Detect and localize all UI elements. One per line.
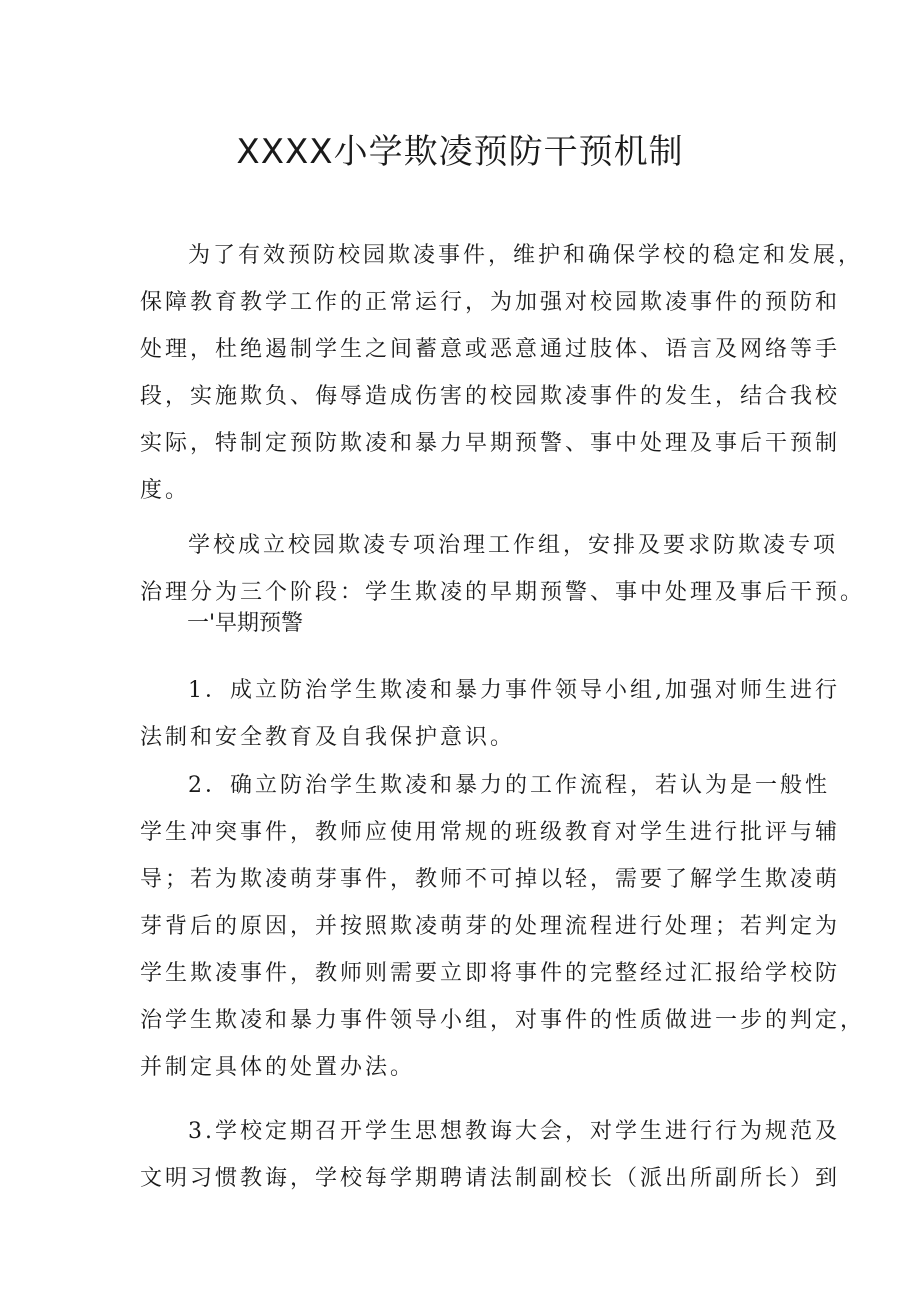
text-line: 学生欺凌事件，教师则需要立即将事件的完整经过汇报给学校防	[140, 961, 841, 986]
intro-paragraph	[140, 232, 864, 514]
document-title: XXXX小学欺凌预防干预机制	[236, 132, 684, 172]
text-line: 导；若为欺凌萌芽事件，教师不可掉以轻，需要了解学生欺凌萌	[140, 867, 841, 892]
text-line: 度。	[140, 478, 191, 503]
text-line: 保障教育教学工作的正常运行，为加强对校园欺凌事件的预防和	[140, 290, 841, 315]
text-line: 3.学校定期召开学生思想教诲大会，对学生进行行为规范及	[188, 1119, 840, 1144]
text-line: 法制和安全教育及自我保护意识。	[140, 725, 516, 750]
list-item-2	[140, 762, 866, 1091]
text-line: 学校成立校园欺凌专项治理工作组，安排及要求防欺凌专项	[188, 533, 839, 558]
list-item-1	[140, 667, 840, 761]
text-line: 芽背后的原因，并按照欺凌萌芽的处理流程进行处理；若判定为	[140, 914, 841, 939]
text-line: 治学生欺凌和暴力事件领导小组，对事件的性质做进一步的判定，	[140, 1008, 866, 1033]
text-line: 治理分为三个阶段：学生欺凌的早期预警、事中处理及事后干预。	[140, 580, 866, 605]
text-line: 文明习惯教诲，学校每学期聘请法制副校长（派出所副所长）到	[140, 1166, 841, 1191]
text-line: 实际，特制定预防欺凌和暴力早期预警、事中处理及事后干预制	[140, 431, 841, 456]
text-line: 1．成立防治学生欺凌和暴力事件领导小组,加强对师生进行	[188, 678, 840, 703]
text-line: 处理，杜绝遏制学生之间蓄意或恶意通过肢体、语言及网络等手	[140, 337, 841, 362]
text-line: 为了有效预防校园欺凌事件，维护和确保学校的稳定和发展，	[188, 243, 864, 268]
list-item-3	[140, 1108, 841, 1202]
text-line: 学生冲突事件，教师应使用常规的班级教育对学生进行批评与辅	[140, 820, 841, 845]
text-line: 段，实施欺负、侮辱造成伤害的校园欺凌事件的发生，结合我校	[140, 384, 841, 409]
section-heading-early-warning: 一'早期预警	[187, 611, 304, 636]
text-line: 并制定具体的处置办法。	[140, 1055, 416, 1080]
text-line: 2．确立防治学生欺凌和暴力的工作流程，若认为是一般性	[188, 773, 830, 798]
